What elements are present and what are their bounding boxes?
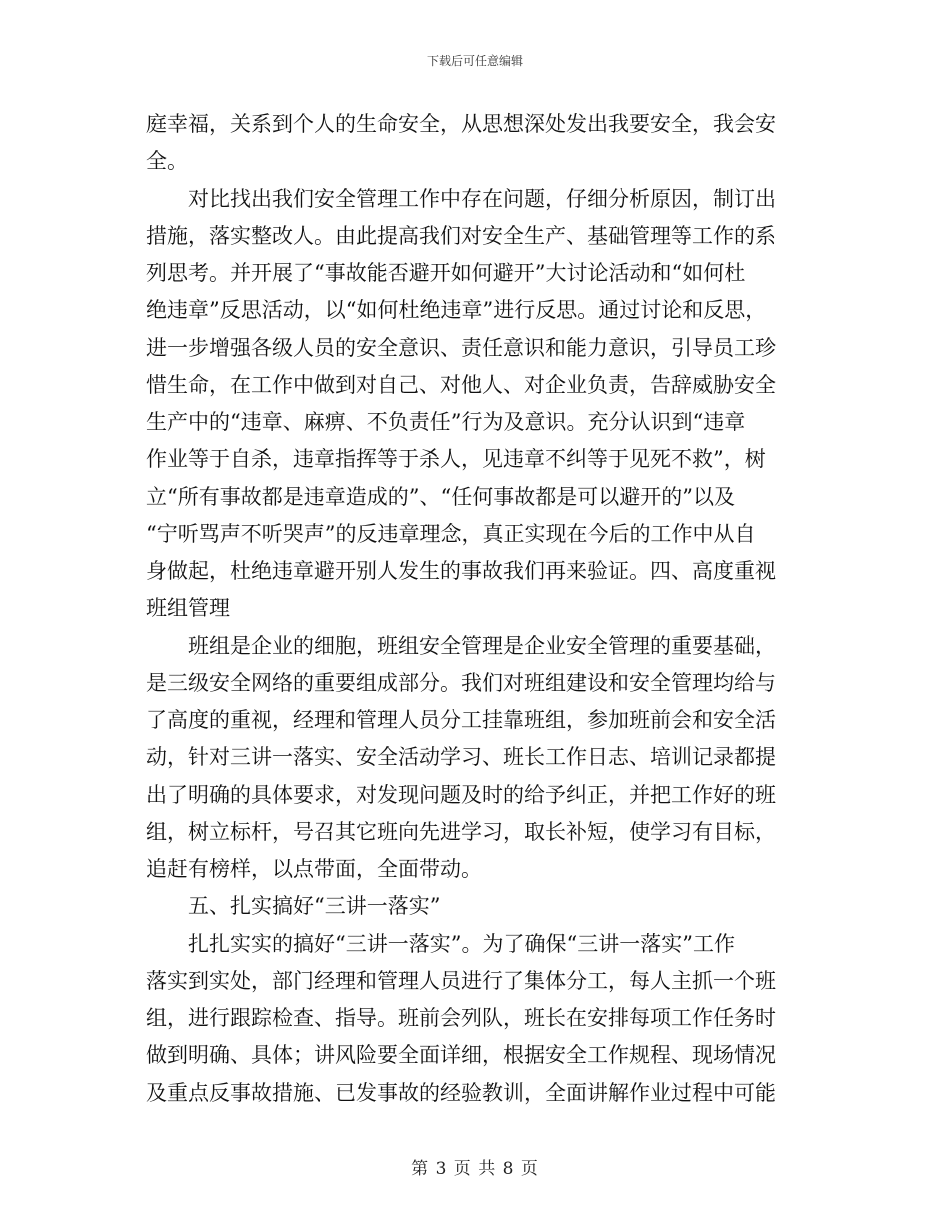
text-line: 班组管理 [146,596,230,621]
text-line: 及重点反事故措施、已发事故的经验教训，全面讲解作业过程中可能 [146,1080,776,1105]
text-line: 作业等于自杀，违章指挥等于杀人，见违章不纠等于见死不救”，树 [146,447,766,472]
text-line: 身做起，杜绝违章避开别人发生的事故我们再来验证。四、高度重视 [146,559,776,583]
text-line: 列思考。并开展了“事故能否避开如何避开”大讨论活动和“如何杜 [146,261,746,285]
text-line: 做到明确、具体；讲风险要全面详细，根据安全工作规程、现场情况 [146,1043,776,1068]
text-line: 落实到实处，部门经理和管理人员进行了集体分工，每人主抓一个班 [146,968,776,993]
text-line: 生产中的“违章、麻痹、不负责任”行为及意识。充分认识到“违章 [146,410,746,434]
text-line: 绝违章”反思活动，以“如何杜绝违章”进行反思。通过讨论和反思， [146,298,767,323]
text-line: “宁听骂声不听哭声”的反违章理念，真正实现在今后的工作中从自 [146,521,756,546]
text-line: 庭幸福，关系到个人的生命安全，从思想深处发出我要安全，我会安 [146,112,776,136]
text-line: 动，针对三讲一落实、安全活动学习、班长工作日志、培训记录都提 [146,745,776,770]
text-line: 对比找出我们安全管理工作中存在问题，仔细分析原因，制订出 [188,186,776,211]
text-line: 是三级安全网络的重要组成部分。我们对班组建设和安全管理均给与 [146,670,776,695]
text-line: 立“所有事故都是违章造成的”、“任何事故都是可以避开的”以及 [146,484,735,509]
text-line: 惜生命，在工作中做到对自己、对他人、对企业负责，告辞威胁安全 [146,372,776,397]
text-line: 扎扎实实的搞好“三讲一落实”。为了确保“三讲一落实”工作 [188,931,735,956]
page-header: 下载后可任意编辑 [426,54,523,68]
page-footer: 第 3 页 共 8 页 [411,1159,539,1179]
text-line: 进一步增强各级人员的安全意识、责任意识和能力意识，引导员工珍 [146,335,776,360]
text-line: 追赶有榜样，以点带面，全面带动。 [146,857,482,881]
text-line: 组，树立标杆，号召其它班向先进学习，取长补短，使学习有目标， [146,819,776,844]
text-line: 措施，落实整改人。由此提高我们对安全生产、基础管理等工作的系 [146,223,776,248]
text-line: 五、扎实搞好“三讲一落实” [188,894,441,919]
text-line: 组，进行跟踪检查、指导。班前会列队，班长在安排每项工作任务时 [146,1006,776,1030]
text-line: 了高度的重视，经理和管理人员分工挂靠班组，参加班前会和安全活 [146,708,776,732]
text-line: 出了明确的具体要求，对发现问题及时的给予纠正，并把工作好的班 [146,782,776,807]
text-line: 全。 [146,149,188,174]
text-line: 班组是企业的细胞，班组安全管理是企业安全管理的重要基础， [188,633,776,658]
document-body [146,106,812,1112]
